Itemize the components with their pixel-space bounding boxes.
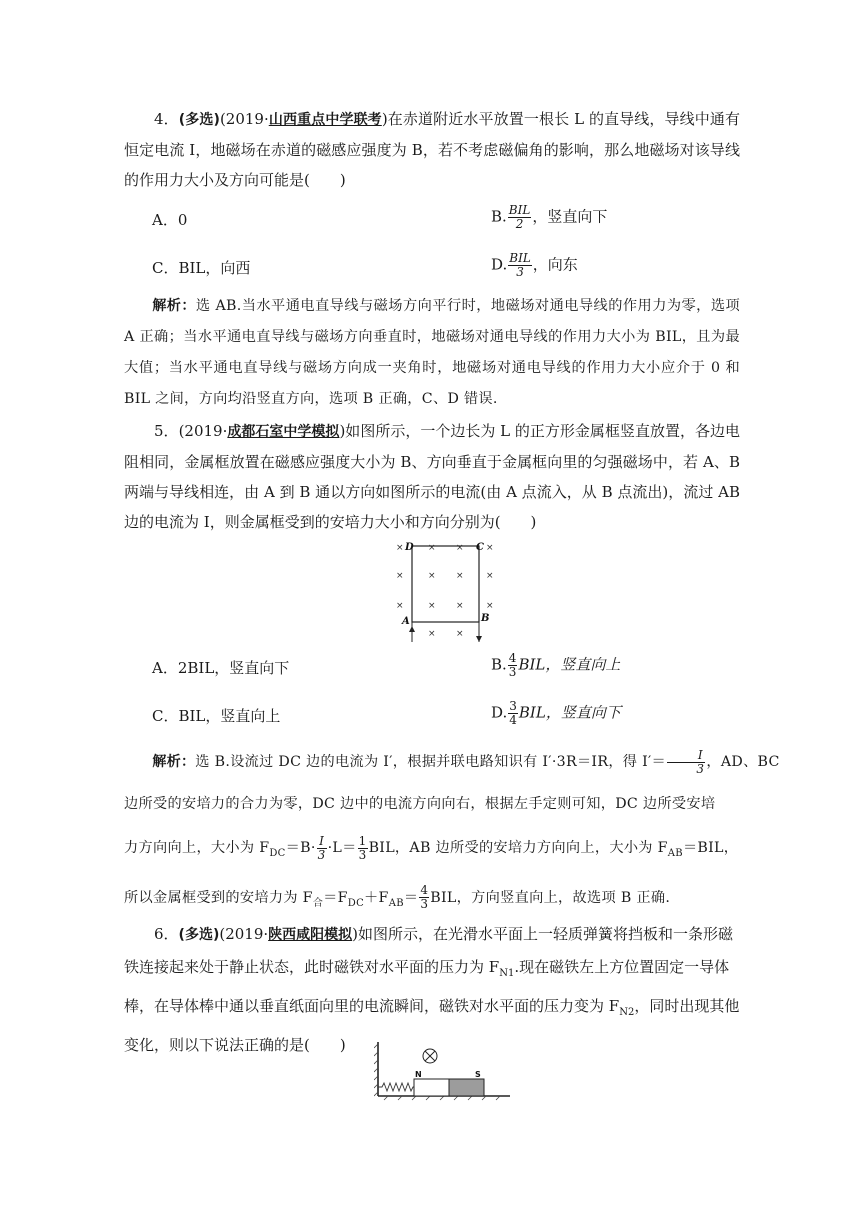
q5-square-frame-diagram — [392, 538, 502, 642]
q5-label-c: C — [476, 542, 484, 553]
q5-option-c: C．BIL，竖直向上 — [152, 707, 281, 725]
svg-text:×: × — [456, 543, 464, 553]
question-5 — [124, 416, 740, 537]
q6-year: (2019· — [219, 925, 269, 943]
q5-analysis-line-1: 解析：选 B.设流过 DC 边的电流为 I′，根据并联电路知识有 I′·3R＝IR，得 I′＝ $\frac{I}{3}$ ，AD、BC — [152, 747, 780, 776]
q5-analysis — [124, 745, 780, 921]
q5-close: ) — [339, 422, 346, 440]
svg-text:×: × — [456, 629, 464, 639]
q4-analysis-label: 解析： — [152, 298, 196, 314]
q5-source: 成都石室中学模拟 — [227, 424, 340, 440]
q4-option-b-fraction: $\frac{\text{BIL}}{2}$ — [508, 203, 531, 231]
q5-option-d-fraction: $\frac{3}{4}$ — [509, 699, 517, 727]
q6-source: 陕西咸阳模拟 — [268, 927, 353, 943]
q5-option-b-fraction: $\frac{4}{3}$ — [508, 651, 517, 679]
q4-option-d-fraction: $\frac{\text{BIL}}{3}$ — [509, 251, 531, 279]
q4-multi-tag: (多选) — [178, 112, 220, 128]
q4-analysis — [124, 291, 740, 415]
svg-text:×: × — [396, 543, 404, 553]
q5-number: 5． — [154, 422, 179, 440]
q4-option-d: D. $\frac{\text{BIL}}{3}$ ，向东 — [491, 251, 578, 279]
q5-fraction-4-3: $\frac{4}{3}$ — [420, 883, 429, 912]
q6-label-n: N — [415, 1070, 422, 1079]
q5-fraction-i-3: $\frac{I}{3}$ — [667, 749, 705, 776]
svg-text:×: × — [486, 601, 494, 611]
q4-option-a: A．0 — [152, 211, 188, 229]
q5-analysis-line-3: 力方向向上，大小为 $F_{DC}=B\cdot$ $\frac{I}{3}$ ·L＝ $\frac{1}{3}$ BIL，AB 边所受的安培力方向向上，大小为 $F_{AB}=BIL$， — [124, 833, 739, 862]
q6-line-4: 变化，则以下说法正确的是( ) — [124, 1036, 346, 1054]
q4-source: 山西重点中学联考 — [268, 112, 382, 128]
question-4 — [124, 104, 740, 195]
q5-analysis-label: 解析： — [152, 754, 196, 770]
q5-current-in-arrow-icon — [409, 626, 415, 632]
svg-text:×: × — [428, 629, 436, 639]
q5-text: 如图所示，一个边长为 L 的正方形金属框竖直放置，各边电阻相同，金属框放置在磁感应强度大小为 B、方向垂直于金属框向里的匀强磁场中，若 A、B 两端与导线相连，由 A 到 B 通以方向如图所示的电流(由 A 点流入，从 B 点流出)，流过 AB 边的电流为 I，则金属框受到的安培力大小和方向分别为( ) — [124, 422, 741, 531]
svg-text:×: × — [456, 571, 464, 581]
q5-current-out-arrow-icon — [476, 636, 482, 642]
q5-fraction-1-3: $\frac{1}{3}$ — [358, 833, 367, 862]
q4-year: (2019· — [219, 110, 269, 128]
q6-multi-tag: (多选) — [178, 927, 220, 943]
q6-number: 6． — [154, 925, 179, 943]
svg-text:×: × — [486, 543, 494, 553]
q5-option-b: B. $\frac{4}{3}$ BIL，竖直向上 — [491, 651, 621, 679]
q4-option-c: C．BIL，向西 — [152, 259, 251, 277]
svg-text:×: × — [428, 571, 436, 581]
q5-fraction-i-3-b: $\frac{I}{3}$ — [317, 833, 326, 862]
q4-close: ) — [381, 110, 388, 128]
q5-analysis-line-4: 所以金属框受到的安培力为 $F_合=F_{DC}+F_{AB}=$ $\frac{4}{3}$ BIL，方向竖直向上，故选项 B 正确. — [124, 883, 671, 912]
q6-magnet-s-pole — [449, 1079, 484, 1096]
q6-label-s: S — [475, 1070, 481, 1079]
q5-metal-frame — [412, 546, 479, 622]
q6-line-1: 6．(多选)(2019·陕西咸阳模拟)如图所示，在光滑水平面上一轻质弹簧将挡板和一条形磁 — [154, 925, 734, 943]
q5-year: (2019· — [178, 422, 228, 440]
q5-label-d: D — [405, 542, 414, 553]
q4-number: 4． — [154, 110, 179, 128]
q5-label-b: B — [481, 613, 490, 624]
q6-conductor-current-in-icon — [423, 1049, 437, 1063]
q6-line-2: 铁连接起来处于静止状态，此时磁铁对水平面的压力为 $F_{N1}$.现在磁铁左上方位置固定一导体 — [124, 958, 730, 979]
q4-analysis-text: 选 AB.当水平通电直导线与磁场方向平行时，地磁场对通电导线的作用力为零，选项 A 正确；当水平通电直导线与磁场方向垂直时，地磁场对通电导线的作用力大小为 BIL，且为最大值；当水平通电直导线与磁场方向成一夹角时，地磁场对通电导线的作用力大小应介于 0 和 BIL 之间，方向均沿竖直方向，选项 B 正确，C、D 错误. — [124, 298, 740, 407]
svg-text:×: × — [428, 543, 436, 553]
q4-option-b: B. $\frac{\text{BIL}}{2}$ ，竖直向下 — [491, 203, 608, 231]
q4-text: 在赤道附近水平放置一根长 L 的直导线，导线中通有恒定电流 I，地磁场在赤道的磁感应强度为 B，若不考虑磁偏角的影响，那么地磁场对该导线的作用力大小及方向可能是( ) — [124, 110, 741, 189]
svg-text:×: × — [396, 601, 404, 611]
q5-label-a: A — [402, 616, 410, 627]
svg-text:×: × — [456, 601, 464, 611]
svg-text:×: × — [428, 601, 436, 611]
q5-analysis-line-2: 边所受的安培力的合力为零，DC 边中的电流方向向右，根据左手定则可知，DC 边所受安培 — [124, 796, 716, 812]
q5-option-a: A．2BIL，竖直向下 — [152, 659, 290, 677]
q6-line-3: 棒，在导体棒中通以垂直纸面向里的电流瞬间，磁铁对水平面的压力变为 $F_{N2}$，同时出现其他 — [124, 997, 740, 1018]
q6-spring — [378, 1083, 414, 1091]
svg-text:×: × — [486, 571, 494, 581]
q6-magnet-n-pole — [414, 1079, 449, 1096]
svg-text:×: × — [396, 571, 404, 581]
q6-magnet-spring-diagram — [374, 1040, 514, 1110]
q5-option-d: D. $\frac{3}{4}$ BIL，竖直向下 — [491, 699, 621, 727]
